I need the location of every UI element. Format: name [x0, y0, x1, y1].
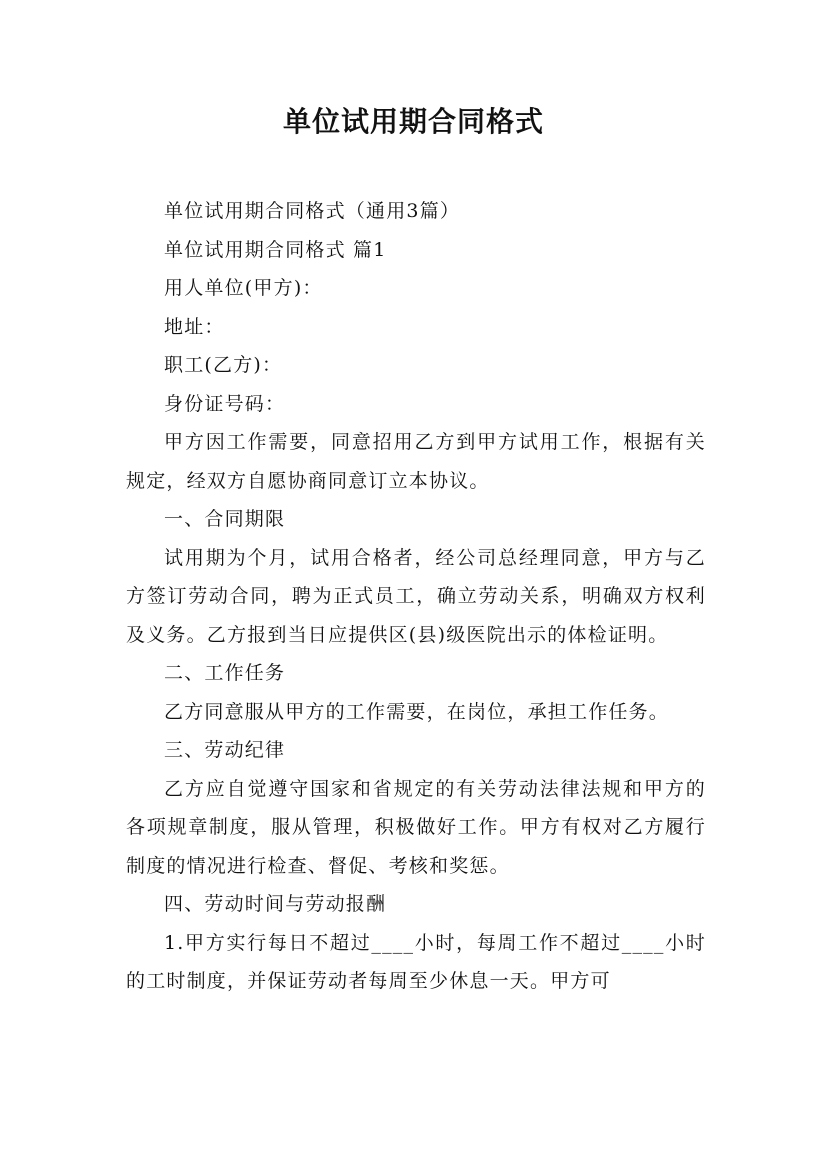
id-number-field: 身份证号码： [164, 392, 286, 415]
clause-heading: 一、合同期限 [164, 508, 286, 530]
clause-heading: 三、劳动纪律 [164, 739, 286, 761]
clause-heading: 四、劳动时间与劳动报酬 [164, 893, 387, 915]
employer-field: 用人单位(甲方)： [164, 277, 323, 299]
address-field: 地址： [164, 315, 225, 338]
employee-field: 职工(乙方)： [164, 354, 283, 376]
body-paragraph: 1.甲方实行每日不超过____小时，每周工作不超过____小时的工时制度，并保证劳动者每周至少休息一天。甲方可 [126, 931, 706, 992]
body-paragraph: 乙方应自觉遵守国家和省规定的有关劳动法律法规和甲方的各项规章制度，服从管理，积极做好工作。甲方有权对乙方履行制度的情况进行检查、督促、考核和奖惩。 [126, 777, 706, 877]
document-body [126, 192, 706, 1001]
document-title: 单位试用期合同格式 [282, 105, 544, 138]
subtitle-paragraph: 单位试用期合同格式（通用3篇） [164, 200, 461, 222]
body-paragraph: 甲方因工作需要，同意招用乙方到甲方试用工作，根据有关规定，经双方自愿协商同意订立本协议。 [126, 431, 706, 492]
body-paragraph: 乙方同意服从甲方的工作需要，在岗位，承担工作任务。 [164, 700, 670, 723]
section-heading: 单位试用期合同格式 篇1 [164, 238, 387, 261]
body-paragraph: 试用期为个月，试用合格者，经公司总经理同意，甲方与乙方签订劳动合同，聘为正式员工，确立劳动关系，明确双方权利及义务。乙方报到当日应提供区(县)级医院出示的体检证明。 [126, 546, 706, 646]
clause-heading: 二、工作任务 [164, 662, 286, 684]
